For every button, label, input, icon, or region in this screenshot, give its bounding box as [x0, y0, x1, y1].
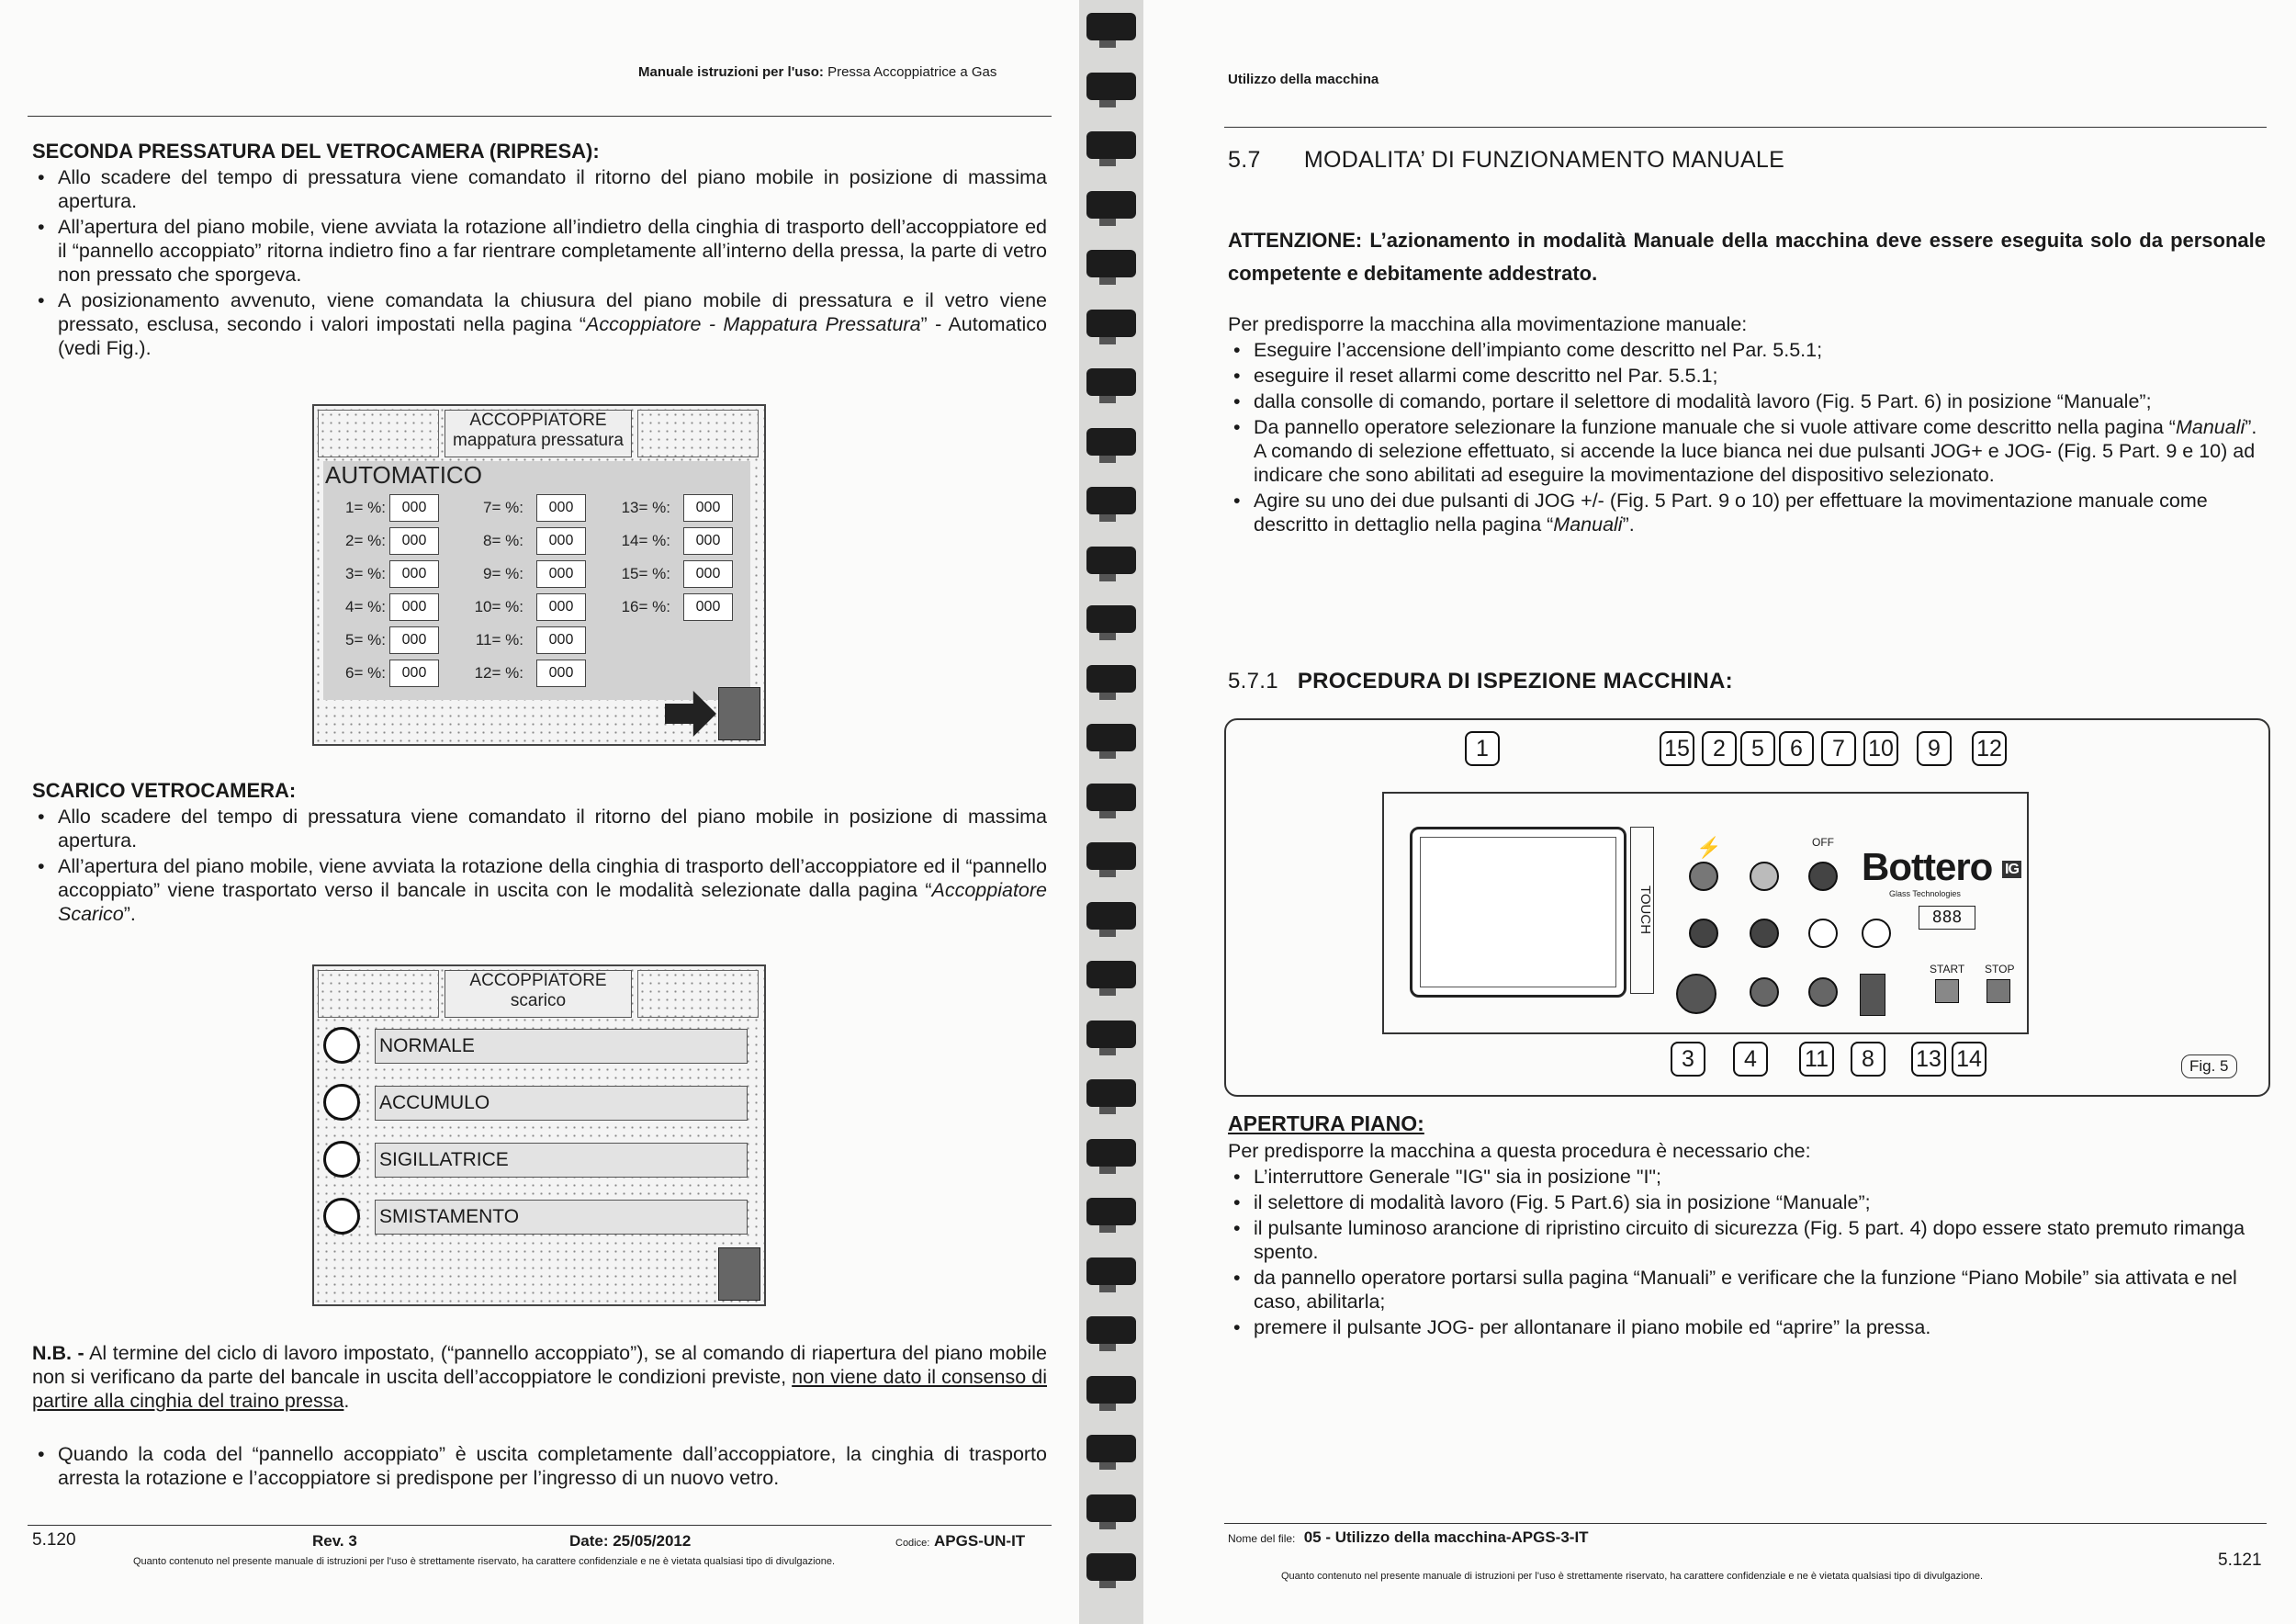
- option-label: NORMALE: [375, 1029, 748, 1064]
- cell-label: 8= %:: [483, 532, 523, 549]
- intro-text: Per predisporre la macchina alla movimentazione manuale:: [1228, 313, 1748, 335]
- binding-ring: [1086, 1316, 1136, 1344]
- stop-button[interactable]: [1986, 979, 2010, 1003]
- figure-caption: Fig. 5: [2181, 1054, 2237, 1078]
- value-input[interactable]: 000: [536, 560, 586, 588]
- screen-mappatura-pressatura: [312, 404, 766, 746]
- callout-9: 9: [1917, 731, 1952, 766]
- value-input[interactable]: 000: [389, 494, 439, 522]
- cell-label: 1= %:: [345, 499, 386, 516]
- binding-ring: [1086, 368, 1136, 396]
- right-page: [1143, 0, 2296, 1624]
- radio-button[interactable]: [323, 1027, 360, 1064]
- console-frame: [1382, 792, 2029, 1034]
- list-item: • A posizionamento avvenuto, viene comandata la chiusura del piano mobile di pressatura e il vetro viene pressato, esclusa, secondo i valori impostati nella pagina “Accoppiatore - Mappatura Pressatura” - Automatico (vedi Fig.).: [32, 288, 1047, 360]
- mode-selector[interactable]: [1689, 919, 1718, 948]
- binding-ring: [1086, 1257, 1136, 1285]
- binding-ring: [1086, 1021, 1136, 1048]
- confidentiality-notice: Quanto contenuto nel presente manuale di istruzioni per l'uso è strettamente riservato, ha carattere confidenziale e ne è vietata qualsiasi tipo di divulgazione.: [1281, 1571, 1984, 1582]
- list-item: • premere il pulsante JOG- per allontanare il piano mobile ed “aprire” la pressa.: [1228, 1315, 2266, 1339]
- binding-ring: [1086, 428, 1136, 456]
- cell-label: 14= %:: [621, 532, 670, 549]
- left-header: [638, 64, 996, 80]
- radio-button[interactable]: [323, 1084, 360, 1121]
- screen-title: ACCOPPIATORE scarico: [445, 970, 632, 1018]
- cell-label: 7= %:: [483, 499, 523, 516]
- cell-label: 13= %:: [621, 499, 670, 516]
- figure-5-control-panel: [1224, 718, 2270, 1097]
- value-input[interactable]: 000: [536, 660, 586, 687]
- callout-14: 14: [1952, 1042, 1986, 1077]
- list-item: • il selettore di modalità lavoro (Fig. 5 Part.6) sia in posizione “Manuale”;: [1228, 1190, 2266, 1214]
- cell-label: 5= %:: [345, 631, 386, 648]
- value-input[interactable]: 000: [536, 593, 586, 621]
- callout-3: 3: [1671, 1042, 1705, 1077]
- binding-ring: [1086, 605, 1136, 633]
- binding-ring: [1086, 1079, 1136, 1107]
- left-header-bold: Manuale istruzioni per l'uso:: [638, 64, 824, 80]
- nb-note: N.B. - Al termine del ciclo di lavoro impostato, (“pannello accoppiato”), se al comando di riapertura del piano mobile non si verificano da parte del bancale in uscita dell’accoppiatore le condizioni previste, non viene dato il consenso di partire alla cinghia del traino pressa.: [32, 1342, 1048, 1412]
- start-label: START: [1930, 963, 1965, 976]
- list-item: • Allo scadere del tempo di pressatura viene comandato il ritorno del piano mobile in posizione di massima apertura.: [32, 805, 1047, 852]
- mode-label: AUTOMATICO: [325, 461, 482, 489]
- warning-text: ATTENZIONE: L’azionamento in modalità Manuale della macchina deve essere eseguita solo da personale competente e debitamente addestrato.: [1228, 229, 2266, 285]
- value-input[interactable]: 000: [389, 626, 439, 654]
- page-number: 5.121: [2218, 1551, 2262, 1570]
- list-item: • Eseguire l’accensione dell’impianto come descritto nel Par. 5.5.1;: [1228, 338, 2266, 362]
- list-item: • Da pannello operatore selezionare la funzione manuale che si vuole attivare come descritto nella pagina “Manuali”. A comando di selezione effettuato, si accende la luce bianca nei due pulsanti JOG+ e JOG- (Fig. 5 Part. 9 e 10) ad indicare che sono abilitati ad eseguire la movimentazione del dispositivo selezionato.: [1228, 415, 2266, 487]
- power-icon: ⚡: [1696, 836, 1722, 859]
- callout-7: 7: [1821, 731, 1856, 766]
- screen-scarico: [312, 964, 766, 1306]
- key-switch[interactable]: [1750, 862, 1779, 891]
- binding-ring: [1086, 1376, 1136, 1404]
- touch-label: TOUCH: [1630, 827, 1654, 994]
- off-button[interactable]: [1808, 862, 1838, 891]
- left-header-title: Pressa Accoppiatrice a Gas: [827, 64, 997, 80]
- binding-ring: [1086, 902, 1136, 930]
- list-item: • da pannello operatore portarsi sulla pagina “Manuali” e verificare che la funzione “Piano Mobile” sia attivata e nel caso, abilitarla;: [1228, 1266, 2266, 1314]
- binding-ring: [1086, 1435, 1136, 1462]
- emergency-button[interactable]: [1676, 974, 1716, 1014]
- value-input[interactable]: 000: [683, 494, 733, 522]
- callout-10: 10: [1863, 731, 1898, 766]
- spiral-binding: [1079, 0, 1143, 1624]
- value-input[interactable]: 000: [389, 660, 439, 687]
- coda-list: [32, 1442, 1047, 1492]
- cell-label: 6= %:: [345, 664, 386, 682]
- binding-ring: [1086, 1198, 1136, 1225]
- option-label: ACCUMULO: [375, 1086, 748, 1121]
- value-input[interactable]: 000: [389, 527, 439, 555]
- section-title-seconda-pressatura: SECONDA PRESSATURA DEL VETROCAMERA (RIPRESA):: [32, 140, 600, 163]
- binding-ring: [1086, 961, 1136, 988]
- binding-ring: [1086, 487, 1136, 514]
- list-item: • Quando la coda del “pannello accoppiato” è uscita completamente dall’accoppiatore, la cinghia di trasporto arresta la rotazione e l’accoppiatore si predispone per l’ingresso di un nuovo vetro.: [32, 1442, 1047, 1490]
- selector-5[interactable]: [1750, 919, 1779, 948]
- binding-ring: [1086, 784, 1136, 811]
- screen-tab-right[interactable]: [637, 970, 759, 1018]
- footer-rule: [28, 1525, 1052, 1526]
- exit-icon[interactable]: [718, 1247, 760, 1301]
- confidentiality-notice: Quanto contenuto nel presente manuale di istruzioni per l'uso è strettamente riservato, ha carattere confidenziale e ne è vietata qualsiasi tipo di divulgazione.: [133, 1556, 836, 1567]
- binding-ring: [1086, 250, 1136, 277]
- footer-rule: [1224, 1523, 2267, 1524]
- value-input[interactable]: 000: [683, 527, 733, 555]
- start-stop-switch[interactable]: [1860, 974, 1885, 1016]
- binding-ring: [1086, 73, 1136, 100]
- cell-label: 3= %:: [345, 565, 386, 582]
- list-item: • All’apertura del piano mobile, viene avviata la rotazione all’indietro della cinghia di trasporto dell’accoppiatore ed il “pannello accoppiato” ritorna indietro fino a far rientrare completamente all’interno della pressa, la parte di vetro non pressato che sporgeva.: [32, 215, 1047, 287]
- callout-4: 4: [1733, 1042, 1768, 1077]
- value-input[interactable]: 000: [536, 626, 586, 654]
- apertura-intro: Per predisporre la macchina a questa procedura è necessario che:: [1228, 1140, 1811, 1162]
- apertura-title: APERTURA PIANO:: [1228, 1111, 1424, 1135]
- callout-11: 11: [1799, 1042, 1834, 1077]
- reset-button[interactable]: [1750, 977, 1779, 1007]
- binding-ring: [1086, 547, 1136, 574]
- lamp-test-button[interactable]: [1808, 977, 1838, 1007]
- binding-ring: [1086, 665, 1136, 693]
- apertura-list: [1228, 1165, 2266, 1341]
- section-heading: 5.7 MODALITA’ DI FUNZIONAMENTO MANUALE: [1228, 147, 1785, 173]
- digital-display: 888: [1919, 906, 1975, 930]
- touch-screen[interactable]: [1410, 827, 1626, 998]
- general-switch[interactable]: [1689, 862, 1718, 891]
- brand-logo: Bottero IG: [1862, 845, 2021, 889]
- header-rule: [28, 116, 1052, 117]
- callout-5: 5: [1740, 731, 1775, 766]
- stop-label: STOP: [1985, 963, 2015, 976]
- binding-ring: [1086, 724, 1136, 751]
- binding-ring: [1086, 131, 1136, 159]
- radio-button[interactable]: [323, 1198, 360, 1235]
- binding-ring: [1086, 191, 1136, 219]
- revision: Rev. 3: [312, 1532, 357, 1550]
- cell-label: 15= %:: [621, 565, 670, 582]
- list-item: • L’interruttore Generale "IG" sia in posizione "I";: [1228, 1165, 2266, 1189]
- right-header: Utilizzo della macchina: [1228, 72, 1379, 87]
- screen-tab-left[interactable]: [318, 410, 439, 457]
- list-item: • dalla consolle di comando, portare il selettore di modalità lavoro (Fig. 5 Part. 6) in posizione “Manuale”;: [1228, 389, 2266, 413]
- cell-label: 12= %:: [474, 664, 523, 682]
- cell-label: 9= %:: [483, 565, 523, 582]
- value-input[interactable]: 000: [683, 593, 733, 621]
- file-name: Nome del file: 05 - Utilizzo della macchina-APGS-3-IT: [1228, 1528, 1589, 1546]
- callout-15: 15: [1660, 731, 1694, 766]
- callout-8: 8: [1851, 1042, 1885, 1077]
- list-item: • il pulsante luminoso arancione di ripristino circuito di sicurezza (Fig. 5 part. 4) dopo essere stato premuto rimanga spento.: [1228, 1216, 2266, 1264]
- screen-title: ACCOPPIATORE mappatura pressatura: [445, 410, 632, 457]
- brand-subtitle: Glass Technologies: [1889, 889, 1961, 898]
- binding-ring: [1086, 13, 1136, 40]
- value-input[interactable]: 000: [536, 494, 586, 522]
- callout-6: 6: [1779, 731, 1814, 766]
- page-number: 5.120: [32, 1530, 76, 1550]
- manual-mode-list: [1228, 338, 2266, 538]
- exit-icon[interactable]: [718, 687, 760, 740]
- screen-tab-left[interactable]: [318, 970, 439, 1018]
- cell-label: 2= %:: [345, 532, 386, 549]
- header-rule: [1224, 127, 2267, 128]
- binding-ring: [1086, 1553, 1136, 1581]
- list-item: • Agire su uno dei due pulsanti di JOG +/- (Fig. 5 Part. 9 o 10) per effettuare la movimentazione manuale come descritto in dettaglio nella pagina “Manuali”.: [1228, 489, 2266, 536]
- list-item: • All’apertura del piano mobile, viene avviata la rotazione della cinghia di trasporto dell’accoppiatore ed il “pannello accoppiato” viene trasportato verso il bancale in uscita con le modalità selezionate dalla pagina “Accoppiatore Scarico”.: [32, 854, 1047, 926]
- list-item: • Allo scadere del tempo di pressatura viene comandato il ritorno del piano mobile in posizione di massima apertura.: [32, 165, 1047, 213]
- value-input[interactable]: 000: [389, 593, 439, 621]
- option-label: SIGILLATRICE: [375, 1143, 748, 1178]
- jog-minus-button[interactable]: [1808, 919, 1838, 948]
- cell-label: 16= %:: [621, 598, 670, 615]
- binding-ring: [1086, 310, 1136, 337]
- list-item: • eseguire il reset allarmi come descritto nel Par. 5.5.1;: [1228, 364, 2266, 388]
- cell-label: 4= %:: [345, 598, 386, 615]
- value-input[interactable]: 000: [389, 560, 439, 588]
- radio-button[interactable]: [323, 1141, 360, 1178]
- cell-label: 11= %:: [475, 631, 523, 648]
- date: Date: 25/05/2012: [569, 1532, 692, 1550]
- binding-ring: [1086, 842, 1136, 870]
- value-input[interactable]: 000: [536, 527, 586, 555]
- start-button[interactable]: [1935, 979, 1959, 1003]
- value-input[interactable]: 000: [683, 560, 733, 588]
- subsection-heading: 5.7.1 PROCEDURA DI ISPEZIONE MACCHINA:: [1228, 669, 1733, 694]
- left-page: [0, 0, 1079, 1624]
- seconda-pressatura-list: [32, 165, 1047, 362]
- callout-2: 2: [1702, 731, 1737, 766]
- section-title-scarico: SCARICO VETROCAMERA:: [32, 779, 297, 802]
- option-label: SMISTAMENTO: [375, 1200, 748, 1235]
- auto-panel: [323, 461, 750, 700]
- scarico-list: [32, 805, 1047, 928]
- off-label: OFF: [1812, 836, 1834, 849]
- binding-ring: [1086, 1139, 1136, 1167]
- screen-tab-right[interactable]: [637, 410, 759, 457]
- binding-ring: [1086, 1494, 1136, 1522]
- cell-label: 10= %:: [474, 598, 523, 615]
- code: Codice: APGS-UN-IT: [895, 1532, 1026, 1550]
- callout-13: 13: [1911, 1042, 1946, 1077]
- callout-12: 12: [1972, 731, 2007, 766]
- callout-1: 1: [1465, 731, 1500, 766]
- jog-plus-button[interactable]: [1862, 919, 1891, 948]
